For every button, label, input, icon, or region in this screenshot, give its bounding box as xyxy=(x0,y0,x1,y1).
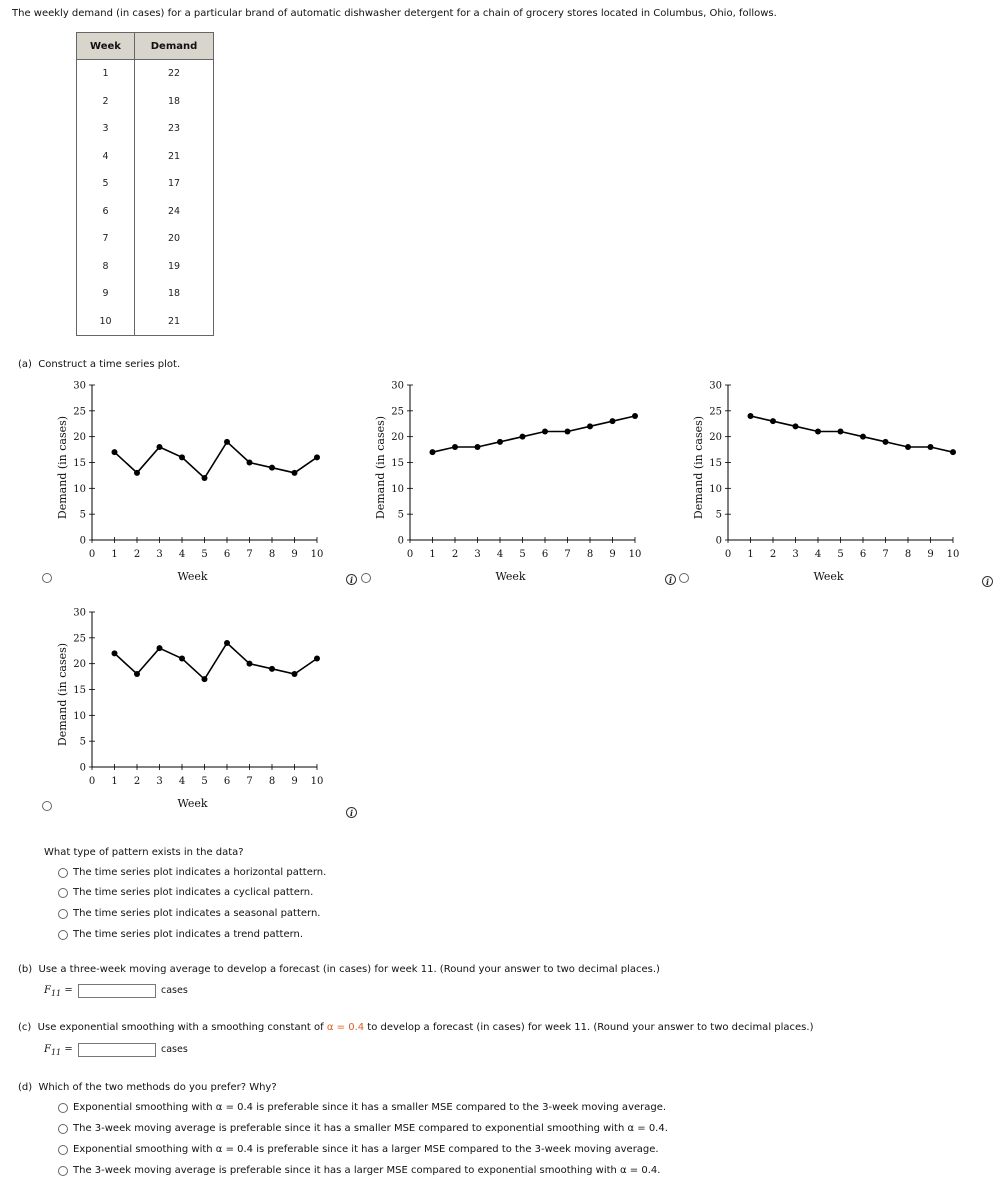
y-tick-label: 15 xyxy=(73,458,86,469)
x-tick-label: 1 xyxy=(747,549,754,560)
table-row xyxy=(77,88,214,116)
series-line xyxy=(751,416,954,452)
x-axis-label: Week xyxy=(495,570,526,583)
method-option-2[interactable]: The 3-week moving average is preferable since it has a smaller MSE compared to exponential smoothing with α = 0.4. xyxy=(58,1123,668,1134)
y-tick-label: 30 xyxy=(709,380,722,392)
time-series-chart-1 xyxy=(52,378,342,588)
x-tick-label: 3 xyxy=(156,776,163,787)
data-point xyxy=(269,465,275,471)
time-series-chart-3 xyxy=(688,378,978,588)
pattern-option-seasonal[interactable]: The time series plot indicates a seasonal pattern. xyxy=(58,908,321,919)
data-point xyxy=(950,449,956,455)
radio-button[interactable] xyxy=(58,1166,68,1176)
y-tick-label: 10 xyxy=(73,483,86,495)
series-line xyxy=(115,643,318,679)
x-tick-label: 7 xyxy=(882,549,889,560)
radio-button[interactable] xyxy=(58,868,68,878)
week-cell: 4 xyxy=(77,143,135,171)
method-option-3[interactable]: Exponential smoothing with α = 0.4 is preferable since it has a larger MSE compared to the 3-week moving average. xyxy=(58,1144,659,1155)
week-cell: 8 xyxy=(77,253,135,281)
part-b-forecast-input[interactable] xyxy=(78,984,156,998)
x-tick-label: 10 xyxy=(946,549,960,560)
x-tick-label: 2 xyxy=(133,776,141,787)
x-tick-label: 7 xyxy=(246,776,253,787)
week-cell: 1 xyxy=(77,60,135,88)
table-row xyxy=(77,225,214,253)
part-d-text: Which of the two methods do you prefer? Why? xyxy=(38,1082,277,1093)
table-row xyxy=(77,143,214,171)
y-axis-label: Demand (in cases) xyxy=(692,415,705,520)
data-point xyxy=(883,439,889,445)
part-b-text: Use a three-week moving average to develop a forecast (in cases) for week 11. (Round your answer to two decimal places.) xyxy=(38,964,660,975)
x-tick-label: 6 xyxy=(859,549,867,560)
method-option-4[interactable]: The 3-week moving average is preferable since it has a larger MSE compared to exponential smoothing with α = 0.4. xyxy=(58,1165,660,1176)
x-tick-label: 3 xyxy=(156,549,163,560)
data-point xyxy=(247,460,253,466)
part-b-prompt xyxy=(18,964,660,975)
x-tick-label: 8 xyxy=(904,549,912,560)
table-header-demand: Demand xyxy=(135,33,214,60)
part-c-alpha: α = 0.4 xyxy=(326,1022,365,1033)
x-tick-label: 5 xyxy=(201,776,208,787)
chart-option-3 xyxy=(688,378,978,591)
y-tick-label: 10 xyxy=(73,710,86,722)
data-point xyxy=(157,645,163,651)
demand-cell: 24 xyxy=(135,198,214,226)
y-tick-label: 25 xyxy=(73,406,86,418)
y-tick-label: 20 xyxy=(73,659,86,671)
y-tick-label: 10 xyxy=(391,483,404,495)
demand-cell: 19 xyxy=(135,253,214,281)
data-point xyxy=(112,650,118,656)
data-point xyxy=(632,413,638,419)
y-tick-label: 20 xyxy=(391,432,404,444)
x-tick-label: 10 xyxy=(310,776,324,787)
x-tick-label: 9 xyxy=(609,549,616,560)
y-tick-label: 5 xyxy=(79,736,86,748)
part-d-prompt xyxy=(18,1082,277,1093)
x-axis-label: Week xyxy=(177,797,208,810)
x-tick-label: 2 xyxy=(133,549,141,560)
y-tick-label: 5 xyxy=(397,509,404,521)
x-tick-label: 2 xyxy=(769,549,777,560)
radio-button[interactable] xyxy=(58,909,68,919)
part-c-prompt xyxy=(18,1022,813,1033)
x-tick-label: 7 xyxy=(564,549,571,560)
data-point xyxy=(292,470,298,476)
x-tick-label: 0 xyxy=(88,549,96,560)
demand-cell: 21 xyxy=(135,143,214,171)
week-cell: 9 xyxy=(77,280,135,308)
week-cell: 3 xyxy=(77,115,135,143)
x-tick-label: 6 xyxy=(541,549,549,560)
part-a-text: Construct a time series plot. xyxy=(38,359,181,370)
x-tick-label: 0 xyxy=(724,549,732,560)
x-tick-label: 4 xyxy=(178,549,186,560)
radio-button[interactable] xyxy=(58,1103,68,1113)
data-point xyxy=(452,444,458,450)
table-header-week: Week xyxy=(77,33,135,60)
data-point xyxy=(587,423,593,429)
part-c-f11-label: $F_{11}$ = xyxy=(44,1044,73,1057)
series-line xyxy=(433,416,636,452)
data-point xyxy=(928,444,934,450)
demand-cell: 21 xyxy=(135,308,214,336)
chart-option-4 xyxy=(52,605,342,818)
pattern-question: What type of pattern exists in the data? xyxy=(44,847,244,858)
data-point xyxy=(157,444,163,450)
week-cell: 10 xyxy=(77,308,135,336)
data-point xyxy=(292,671,298,677)
x-tick-label: 5 xyxy=(201,549,208,560)
chart-option-2-radio[interactable] xyxy=(361,573,371,583)
table-row xyxy=(77,198,214,226)
x-tick-label: 8 xyxy=(268,776,276,787)
chart-option-4-radio[interactable] xyxy=(42,801,52,811)
y-tick-label: 0 xyxy=(715,535,722,547)
chart-option-1 xyxy=(52,378,342,591)
part-d-label: (d) xyxy=(18,1082,33,1093)
data-point xyxy=(224,640,230,646)
data-point xyxy=(497,439,503,445)
data-point xyxy=(134,671,140,677)
x-tick-label: 9 xyxy=(927,549,934,560)
radio-button[interactable] xyxy=(58,930,68,940)
part-b-f11-label: $F_{11}$ = xyxy=(44,985,73,998)
data-point xyxy=(748,413,754,419)
part-a-prompt xyxy=(18,359,180,370)
x-tick-label: 3 xyxy=(474,549,481,560)
data-point xyxy=(815,429,821,435)
radio-button[interactable] xyxy=(58,1145,68,1155)
data-point xyxy=(314,656,320,662)
chart-option-1-radio[interactable] xyxy=(42,573,52,583)
data-point xyxy=(314,454,320,460)
demand-cell: 18 xyxy=(135,88,214,116)
demand-table xyxy=(76,32,214,336)
table-row xyxy=(77,60,214,88)
y-tick-label: 20 xyxy=(709,432,722,444)
data-point xyxy=(134,470,140,476)
x-tick-label: 0 xyxy=(406,549,414,560)
part-c-forecast-input[interactable] xyxy=(78,1043,156,1057)
y-tick-label: 5 xyxy=(79,509,86,521)
y-tick-label: 25 xyxy=(73,633,86,645)
y-tick-label: 20 xyxy=(73,432,86,444)
demand-cell: 22 xyxy=(135,60,214,88)
y-tick-label: 0 xyxy=(79,762,86,774)
demand-cell: 20 xyxy=(135,225,214,253)
data-point xyxy=(793,423,799,429)
y-tick-label: 30 xyxy=(391,380,404,392)
radio-button[interactable] xyxy=(58,1124,68,1134)
y-tick-label: 15 xyxy=(391,458,404,469)
data-point xyxy=(269,666,275,672)
y-tick-label: 30 xyxy=(73,380,86,392)
x-tick-label: 4 xyxy=(178,776,186,787)
x-axis-label: Week xyxy=(813,570,844,583)
info-icon[interactable]: i xyxy=(346,807,357,818)
data-point xyxy=(770,418,776,424)
part-a-label: (a) xyxy=(18,359,32,370)
info-icon[interactable]: i xyxy=(346,574,357,585)
y-tick-label: 15 xyxy=(73,685,86,696)
table-row xyxy=(77,280,214,308)
part-b-unit: cases xyxy=(161,985,188,996)
data-point xyxy=(202,676,208,682)
week-cell: 2 xyxy=(77,88,135,116)
part-c-unit: cases xyxy=(161,1044,188,1055)
table-row xyxy=(77,170,214,198)
part-b-label: (b) xyxy=(18,964,33,975)
y-tick-label: 0 xyxy=(79,535,86,547)
y-axis-label: Demand (in cases) xyxy=(56,642,69,747)
x-tick-label: 8 xyxy=(268,549,276,560)
time-series-chart-2 xyxy=(370,378,660,588)
table-row xyxy=(77,115,214,143)
part-c-text-before: Use exponential smoothing with a smoothing constant of xyxy=(37,1022,324,1033)
x-tick-label: 1 xyxy=(429,549,436,560)
data-point xyxy=(112,449,118,455)
x-tick-label: 4 xyxy=(496,549,504,560)
data-point xyxy=(905,444,911,450)
week-cell: 7 xyxy=(77,225,135,253)
x-tick-label: 9 xyxy=(291,549,298,560)
week-cell: 6 xyxy=(77,198,135,226)
info-icon[interactable]: i xyxy=(665,574,676,585)
series-line xyxy=(115,442,318,478)
data-point xyxy=(475,444,481,450)
pattern-option-horizontal[interactable]: The time series plot indicates a horizontal pattern. xyxy=(58,867,326,878)
x-tick-label: 7 xyxy=(246,549,253,560)
y-tick-label: 25 xyxy=(709,406,722,418)
intro-text: The weekly demand (in cases) for a particular brand of automatic dishwasher detergent for a chain of grocery stores located in Columbus, Ohio, follows. xyxy=(12,8,777,19)
data-point xyxy=(430,449,436,455)
x-tick-label: 8 xyxy=(586,549,594,560)
data-point xyxy=(202,475,208,481)
x-tick-label: 6 xyxy=(223,549,231,560)
data-point xyxy=(224,439,230,445)
x-axis-label: Week xyxy=(177,570,208,583)
info-icon[interactable]: i xyxy=(982,576,993,587)
pattern-option-trend[interactable]: The time series plot indicates a trend pattern. xyxy=(58,929,303,940)
radio-button[interactable] xyxy=(58,888,68,898)
data-point xyxy=(610,418,616,424)
x-tick-label: 3 xyxy=(792,549,799,560)
x-tick-label: 4 xyxy=(814,549,822,560)
y-axis-label: Demand (in cases) xyxy=(374,415,387,520)
y-tick-label: 5 xyxy=(715,509,722,521)
x-tick-label: 5 xyxy=(837,549,844,560)
x-tick-label: 5 xyxy=(519,549,526,560)
table-row xyxy=(77,308,214,336)
y-tick-label: 25 xyxy=(391,406,404,418)
method-option-1[interactable]: Exponential smoothing with α = 0.4 is preferable since it has a smaller MSE compared to the 3-week moving average. xyxy=(58,1102,666,1113)
time-series-chart-4 xyxy=(52,605,342,815)
y-tick-label: 15 xyxy=(709,458,722,469)
x-tick-label: 10 xyxy=(310,549,324,560)
x-tick-label: 1 xyxy=(111,549,118,560)
demand-cell: 23 xyxy=(135,115,214,143)
data-point xyxy=(520,434,526,440)
data-point xyxy=(565,429,571,435)
part-c-text-after: to develop a forecast (in cases) for week 11. (Round your answer to two decimal places.) xyxy=(367,1022,814,1033)
data-point xyxy=(179,656,185,662)
demand-cell: 18 xyxy=(135,280,214,308)
y-axis-label: Demand (in cases) xyxy=(56,415,69,520)
chart-option-3-radio[interactable] xyxy=(679,573,689,583)
chart-option-2 xyxy=(370,378,660,591)
data-point xyxy=(247,661,253,667)
pattern-option-cyclical[interactable]: The time series plot indicates a cyclical pattern. xyxy=(58,887,313,898)
data-point xyxy=(542,429,548,435)
demand-cell: 17 xyxy=(135,170,214,198)
table-row xyxy=(77,253,214,281)
x-tick-label: 10 xyxy=(628,549,642,560)
data-point xyxy=(860,434,866,440)
x-tick-label: 9 xyxy=(291,776,298,787)
x-tick-label: 6 xyxy=(223,776,231,787)
y-tick-label: 10 xyxy=(709,483,722,495)
x-tick-label: 0 xyxy=(88,776,96,787)
part-c-label: (c) xyxy=(18,1022,32,1033)
week-cell: 5 xyxy=(77,170,135,198)
y-tick-label: 0 xyxy=(397,535,404,547)
x-tick-label: 1 xyxy=(111,776,118,787)
y-tick-label: 30 xyxy=(73,607,86,619)
data-point xyxy=(179,454,185,460)
data-point xyxy=(838,429,844,435)
x-tick-label: 2 xyxy=(451,549,459,560)
